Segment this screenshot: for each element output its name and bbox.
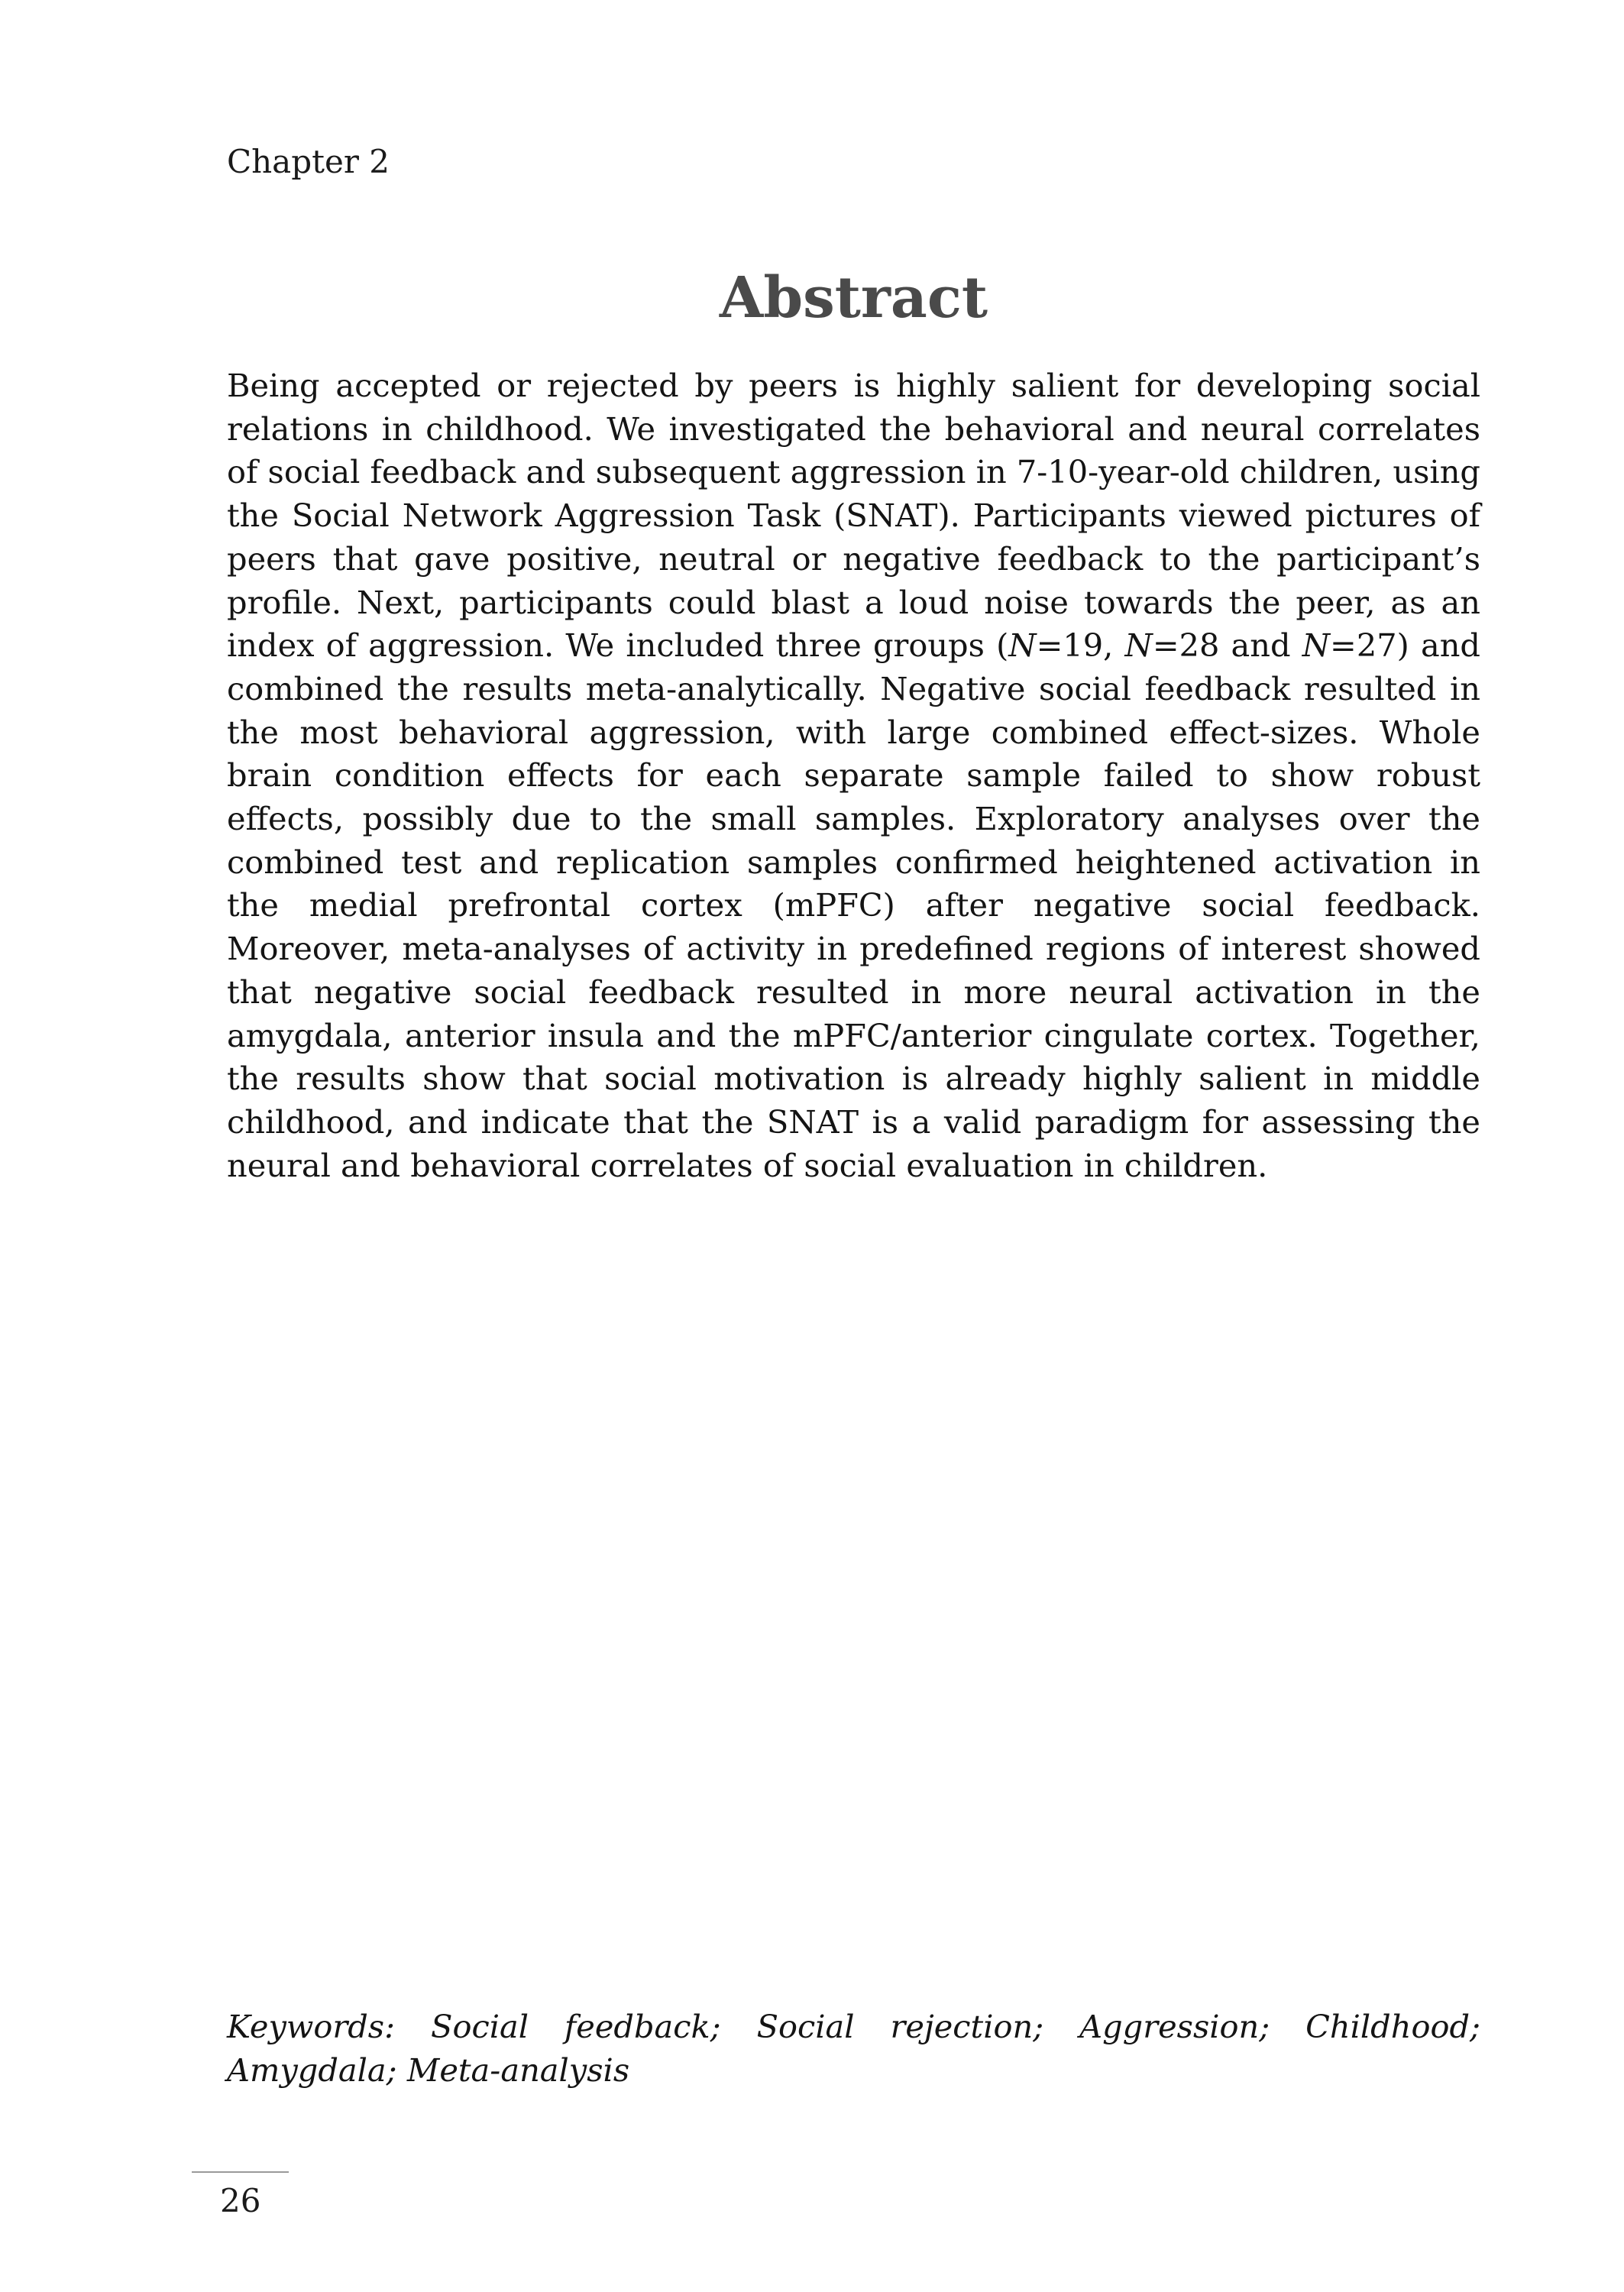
- keywords: Keywords: Social feedback; Social rejection; Aggression; Childhood; Amygdala; Meta-analysis: [227, 2008, 1480, 2089]
- abstract-body: [227, 364, 1480, 1187]
- running-head: Chapter 2: [227, 143, 390, 180]
- sample-size-value-1: =19,: [1036, 626, 1125, 665]
- sample-size-symbol-2: N: [1124, 626, 1153, 665]
- footer-rule: [192, 2171, 289, 2173]
- sample-size-value-2: =28 and: [1152, 626, 1302, 665]
- abstract-text-part1: Being accepted or rejected by peers is highly salient for developing social relations in childhood. We investigated the behavioral and neural correlates of social feedback and subsequent aggression in 7-10-year-old children, using the Social Network Aggression Task (SNAT). Participants viewed pictures of peers that gave positive, neutral or negative feedback to the participant’s profile. Next, participants could blast a loud noise towards the peer, as an index of aggression. We included three groups (: [227, 367, 1480, 665]
- abstract-title: Abstract: [719, 265, 988, 331]
- sample-size-symbol-3: N: [1302, 626, 1331, 665]
- abstract-text-part2: =27) and combined the results meta-analytically. Negative social feedback resulted in the most behavioral aggression, with large combined effect-sizes. Whole brain condition effects for each separate sample failed to show robust effects, possibly due to the small samples. Exploratory analyses over the combined test and replication samples confirmed heightened activation in the medial prefrontal cortex (mPFC) after negative social feedback. Moreover, meta-analyses of activity in predefined regions of interest showed that negative social feedback resulted in more neural activation in the amygdala, anterior insula and the mPFC/anterior cingulate cortex. Together, the results show that social motivation is already highly salient in middle childhood, and indicate that the SNAT is a valid paradigm for assessing the neural and behavioral correlates of social evaluation in children.: [227, 626, 1481, 1184]
- page-number: 26: [220, 2182, 261, 2219]
- sample-size-symbol-1: N: [1008, 626, 1037, 665]
